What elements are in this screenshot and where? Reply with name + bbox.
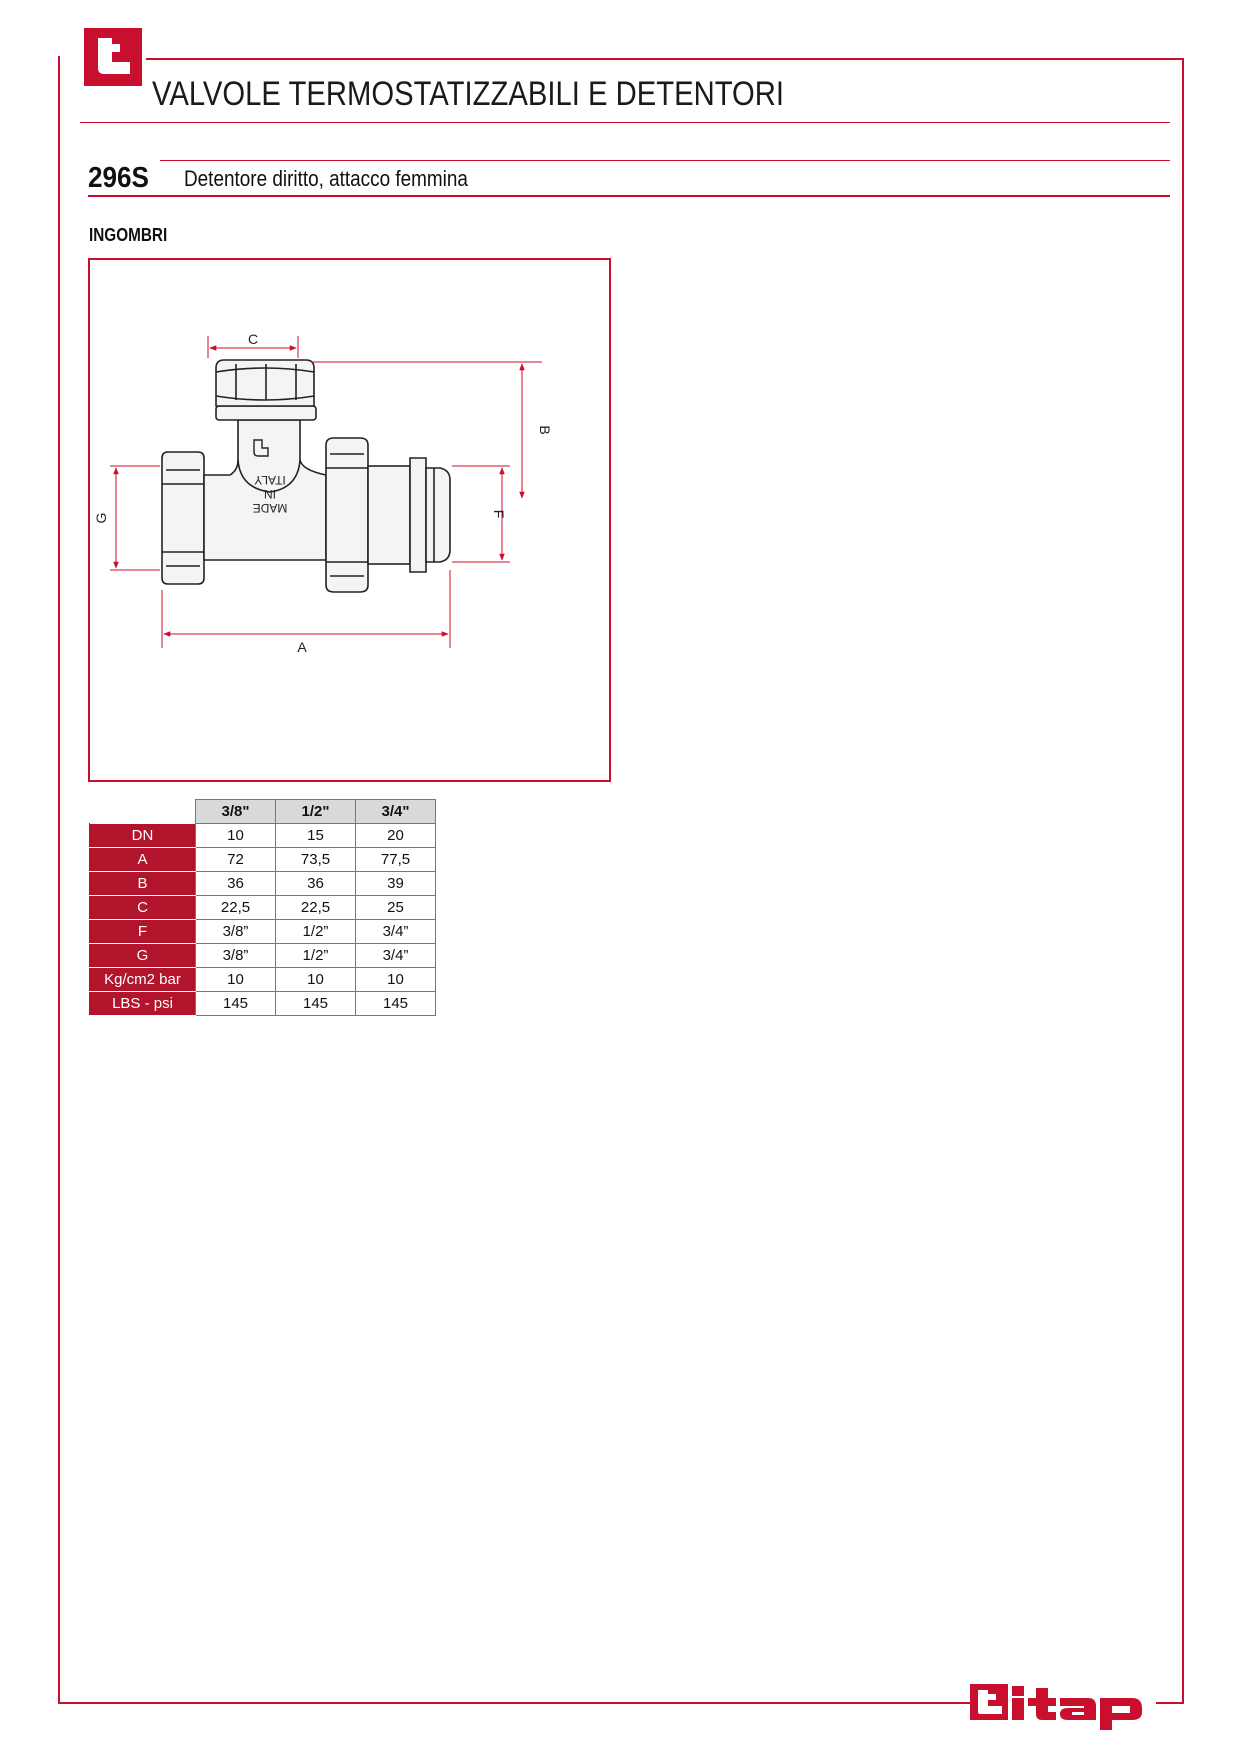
table-row [90, 992, 436, 1016]
row-label: A [90, 848, 196, 872]
table-cell: 22,5 [276, 896, 356, 920]
product-rule-top [160, 160, 1170, 161]
dimension-label-g: G [93, 512, 109, 524]
table-row [90, 872, 436, 896]
table-cell: 3/8” [196, 920, 276, 944]
spec-table-header-row [90, 800, 436, 824]
table-cell: 36 [276, 872, 356, 896]
table-cell: 73,5 [276, 848, 356, 872]
row-label: G [90, 944, 196, 968]
page-frame-bottom-tail [1156, 1702, 1184, 1704]
page-frame-top [146, 58, 1184, 60]
table-cell: 10 [196, 824, 276, 848]
table-cell: 39 [356, 872, 436, 896]
table-cell: 10 [196, 968, 276, 992]
spec-column-header: 1/2" [276, 800, 356, 824]
corner-logo-icon [84, 28, 142, 86]
dimension-label-a: A [297, 639, 307, 655]
dimension-label-c: C [247, 331, 259, 347]
header-rule [80, 122, 1170, 123]
body-marking-line: ITALY [254, 473, 286, 487]
table-cell: 15 [276, 824, 356, 848]
table-cell: 1/2” [276, 944, 356, 968]
table-row [90, 848, 436, 872]
product-rule-bottom [88, 195, 1170, 197]
page-title: VALVOLE TERMOSTATIZZABILI E DETENTORI [152, 75, 785, 113]
table-cell: 77,5 [356, 848, 436, 872]
table-cell: 145 [196, 992, 276, 1016]
row-label: C [90, 896, 196, 920]
table-row [90, 968, 436, 992]
row-label: B [90, 872, 196, 896]
table-cell: 3/4” [356, 944, 436, 968]
table-cell: 145 [276, 992, 356, 1016]
table-cell: 1/2” [276, 920, 356, 944]
table-cell: 20 [356, 824, 436, 848]
valve-body [162, 360, 450, 592]
table-row [90, 920, 436, 944]
row-label: DN [90, 824, 196, 848]
body-marking-line: IN [264, 487, 276, 501]
page-frame-right [1182, 58, 1184, 1704]
spec-column-header: 3/4" [356, 800, 436, 824]
table-cell: 22,5 [196, 896, 276, 920]
dimension-label-f: F [491, 509, 507, 519]
table-cell: 3/8” [196, 944, 276, 968]
spec-column-header: 3/8" [196, 800, 276, 824]
table-cell: 72 [196, 848, 276, 872]
row-label: F [90, 920, 196, 944]
body-marking-line: MADE [252, 501, 288, 515]
table-row [90, 824, 436, 848]
section-heading: INGOMBRI [89, 225, 168, 245]
dimension-drawing [88, 258, 611, 782]
spec-table [89, 799, 436, 1016]
product-code: 296S [88, 162, 149, 194]
spec-table-corner [90, 800, 196, 824]
row-label: LBS - psi [90, 992, 196, 1016]
dimension-label-b: B [537, 425, 553, 435]
table-row [90, 944, 436, 968]
table-cell: 145 [356, 992, 436, 1016]
table-row [90, 896, 436, 920]
row-label: Kg/cm2 bar [90, 968, 196, 992]
itap-logo-icon [968, 1674, 1154, 1737]
table-cell: 10 [356, 968, 436, 992]
table-cell: 10 [276, 968, 356, 992]
table-cell: 25 [356, 896, 436, 920]
table-cell: 3/4” [356, 920, 436, 944]
product-description: Detentore diritto, attacco femmina [184, 166, 468, 191]
page-frame-left [58, 56, 60, 1704]
valve-drawing [90, 260, 609, 780]
table-cell: 36 [196, 872, 276, 896]
page-frame-bottom [58, 1702, 974, 1704]
